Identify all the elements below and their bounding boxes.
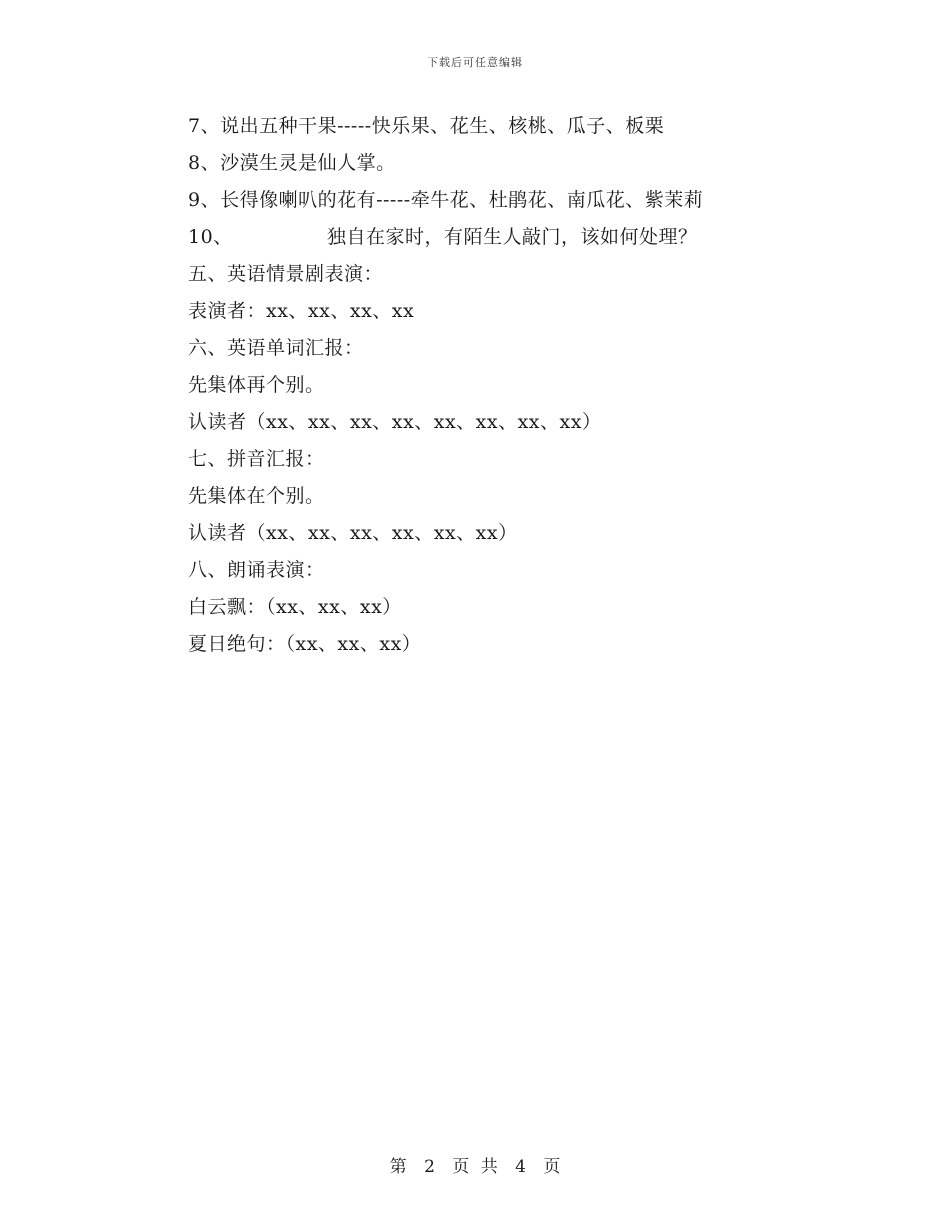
footer-middle: 页 共 [452,1157,498,1177]
section-heading-5: 五、英语情景剧表演： [188,263,384,285]
total-pages-number: 4 [515,1157,526,1177]
section-heading-7: 七、拼音汇报： [188,448,325,470]
list-item-9: 9、长得像喇叭的花有-----牵牛花、杜鹃花、南瓜花、紫茉莉 [188,189,704,211]
method-line: 先集体再个别。 [188,374,325,396]
current-page-number: 2 [424,1157,435,1177]
list-item-8: 8、沙漠生灵是仙人掌。 [188,152,396,174]
page-footer [0,1152,950,1177]
document-body [188,110,828,665]
performers-line: 表演者：xx、xx、xx、xx [188,300,415,322]
list-item-10-text: 独自在家时，有陌生人敲门，该如何处理？ [327,226,698,248]
recitation-item: 白云飘：（xx、xx、xx） [188,596,402,618]
footer-prefix: 第 [389,1157,407,1177]
readers-line: 认读者（xx、xx、xx、xx、xx、xx） [188,522,518,544]
recitation-item: 夏日绝句：（xx、xx、xx） [188,633,422,655]
list-item-7: 7、说出五种干果-----快乐果、花生、核桃、瓜子、板栗 [188,115,665,137]
list-item-10 [188,221,828,258]
section-heading-6: 六、英语单词汇报： [188,337,364,359]
footer-suffix: 页 [543,1157,561,1177]
page-header: 下载后可任意编辑 [427,56,523,69]
method-line: 先集体在个别。 [188,485,325,507]
readers-line: 认读者（xx、xx、xx、xx、xx、xx、xx、xx） [188,411,602,433]
list-item-10-number: 10、 [188,226,233,248]
section-heading-8: 八、朗诵表演： [188,559,325,581]
